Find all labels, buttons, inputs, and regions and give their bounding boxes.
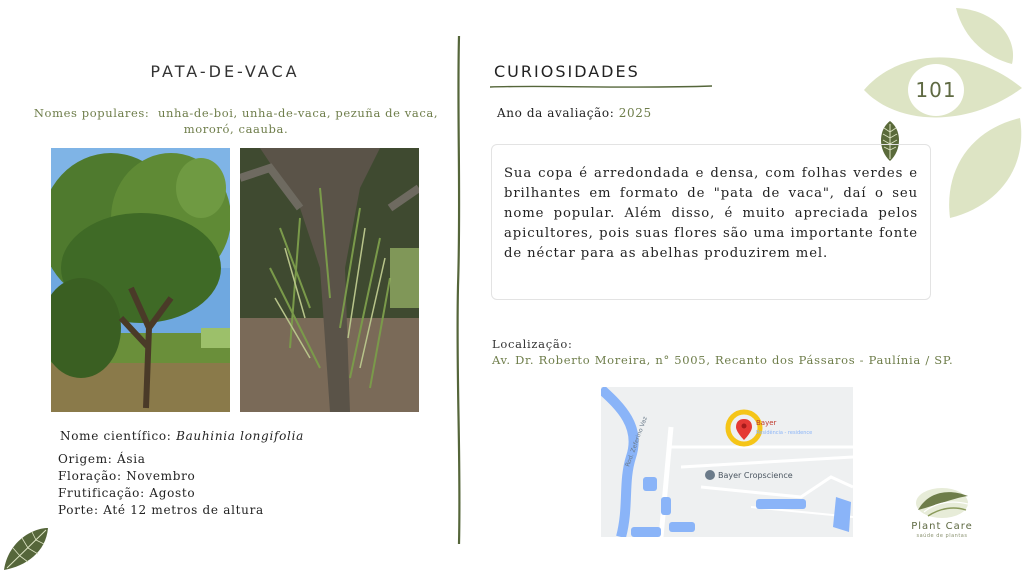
- scientific-name-label: Nome científico:: [60, 429, 172, 443]
- map-poi-label: Bayer Cropscience: [718, 471, 793, 480]
- fact-origin: Origem: Ásia: [58, 452, 146, 466]
- evaluation-year-label: Ano da avaliação:: [497, 106, 615, 120]
- popular-names-values: unha-de-boi, unha-de-vaca, pezuña de vaca, mororó, caauba.: [157, 106, 439, 136]
- fact-size: Porte: Até 12 metros de altura: [58, 503, 264, 517]
- badge-number: 101: [915, 78, 957, 102]
- section-title-curiosities: CURIOSIDADES: [494, 62, 640, 81]
- evaluation-year: [497, 106, 652, 120]
- fact-fruiting: Frutificação: Agosto: [58, 486, 196, 500]
- scientific-name-value: Bauhinia longifolia: [176, 429, 304, 443]
- location-address: Av. Dr. Roberto Moreira, n° 5005, Recanto dos Pássaros - Paulínia / SP.: [492, 353, 954, 367]
- popular-names: [32, 105, 440, 137]
- trunk-photo: [240, 148, 419, 412]
- brand-name: Plant Care: [911, 521, 973, 532]
- map-pin-sublabel: Residência - residence: [756, 430, 813, 436]
- scientific-name-line: [60, 429, 304, 443]
- location-label: Localização:: [492, 337, 573, 351]
- fact-flowering: Floração: Novembro: [58, 469, 196, 483]
- popular-names-label: Nomes populares:: [33, 106, 150, 120]
- tree-photo: [51, 148, 230, 412]
- map-road-label: Rod. Zeferino Vaz: [624, 415, 649, 468]
- map-pin-label: Bayer: [756, 419, 777, 427]
- column-divider: [455, 36, 463, 544]
- evaluation-year-value: 2025: [618, 106, 652, 120]
- title-underline: [490, 84, 712, 90]
- brand-tagline: saúde de plantas: [916, 533, 968, 539]
- plant-title: PATA-DE-VACA: [150, 62, 300, 81]
- location-map[interactable]: [601, 387, 853, 537]
- curiosity-text: Sua copa é arredondada e densa, com folhas verdes e brilhantes em formato de "pata de vaca", daí o seu nome popular. Além disso, é muito apreciada pelos apicultores, pois suas flores são uma importante fonte de néctar para as abelhas produzirem mel.: [504, 166, 918, 261]
- leaf-icon-bottom-left: [2, 526, 50, 572]
- plant-care-logo-icon: [914, 486, 970, 520]
- curiosity-card: [491, 144, 931, 300]
